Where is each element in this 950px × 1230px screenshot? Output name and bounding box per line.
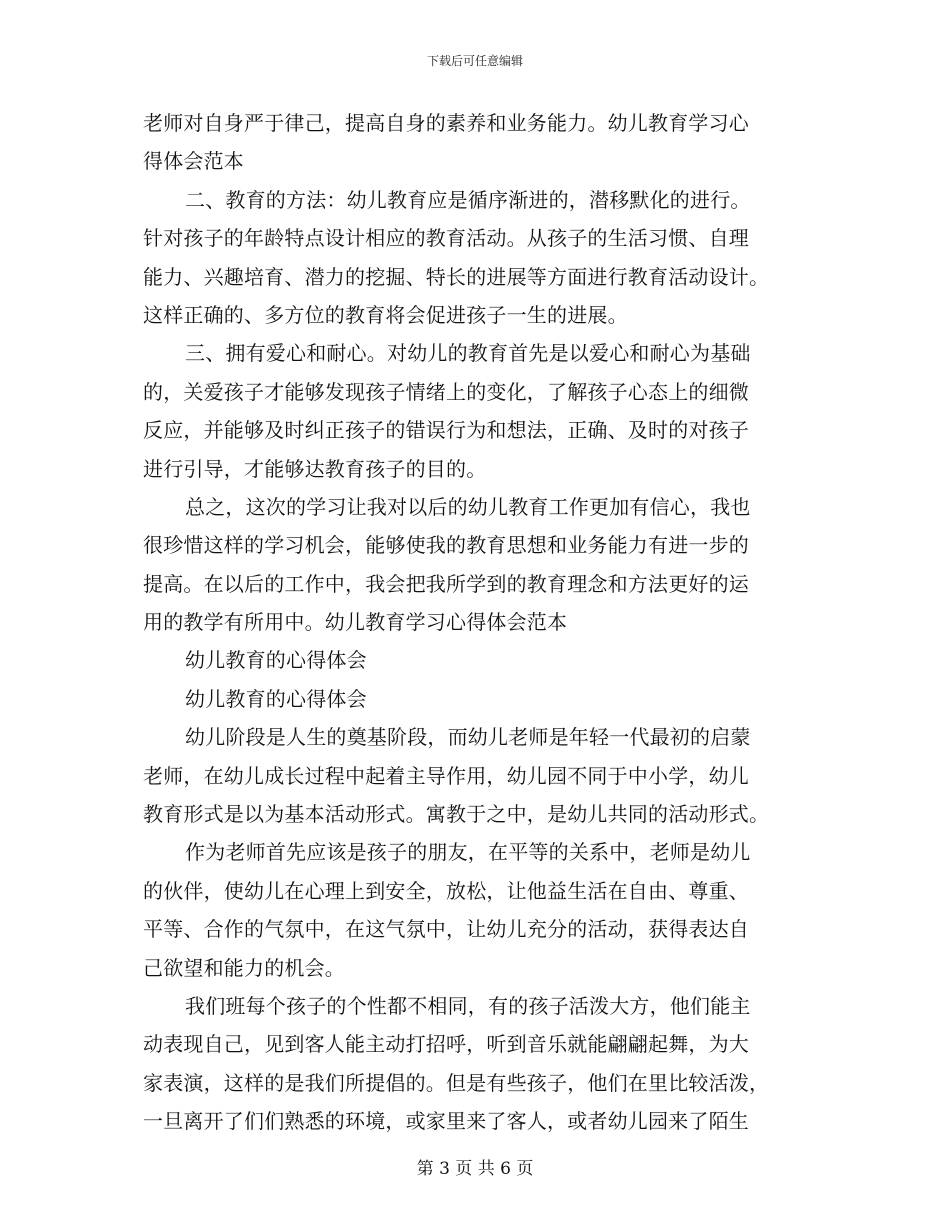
text-line: 针对孩子的年龄特点设计相应的教育活动。从孩子的生活习惯、自理 (143, 226, 749, 251)
text-line: 反应，并能够及时纠正孩子的错误行为和想法，正确、及时的对孩子 (143, 418, 749, 443)
text-line: 一旦离开了们们熟悉的环境，或家里来了客人，或者幼儿园来了陌生 (143, 1109, 749, 1134)
text-line: 教育形式是以为基本活动形式。寓教于之中，是幼儿共同的活动形式。 (143, 802, 770, 827)
text-line: 提高。在以后的工作中，我会把我所学到的教育理念和方法更好的运 (143, 571, 749, 596)
text-line: 的，关爱孩子才能够发现孩子情绪上的变化，了解孩子心态上的细微 (143, 379, 749, 404)
text-line: 我们班每个孩子的个性都不相同，有的孩子活泼大方，他们能主 (185, 993, 751, 1018)
text-line: 幼儿教育的心得体会 (185, 648, 367, 673)
text-line: 作为老师首先应该是孩子的朋友，在平等的关系中，老师是幼儿 (185, 840, 751, 865)
text-line: 幼儿阶段是人生的奠基阶段，而幼儿老师是年轻一代最初的启蒙 (185, 725, 751, 750)
text-line: 的伙伴，使幼儿在心理上到安全，放松，让他益生活在自由、尊重、 (143, 878, 749, 903)
text-line: 老师对自身严于律己，提高自身的素养和业务能力。幼儿教育学习心 (143, 111, 749, 135)
text-line: 家表演，这样的是我们所提倡的。但是有些孩子，他们在里比较活泼， (143, 1070, 770, 1095)
document-body (143, 104, 813, 1141)
text-line: 能力、兴趣培育、潜力的挖掘、特长的进展等方面进行教育活动设计。 (143, 264, 770, 289)
text-line: 这样正确的、多方位的教育将会促进孩子一生的进展。 (143, 302, 628, 327)
text-line: 己欲望和能力的机会。 (143, 955, 345, 980)
text-line: 总之，这次的学习让我对以后的幼儿教育工作更加有信心，我也 (185, 494, 751, 519)
text-line: 进行引导，才能够达教育孩子的目的。 (143, 456, 487, 481)
text-line: 很珍惜这样的学习机会，能够使我的教育思想和业务能力有进一步的 (143, 533, 749, 558)
text-line: 三、拥有爱心和耐心。对幼儿的教育首先是以爱心和耐心为基础 (185, 341, 751, 366)
text-line: 幼儿教育的心得体会 (185, 686, 367, 711)
text-line: 用的教学有所用中。幼儿教育学习心得体会范本 (143, 610, 568, 635)
text-line: 得体会范本 (143, 149, 244, 174)
page-footer: 第 3 页 共 6 页 (416, 1159, 534, 1179)
page-header: 下载后可任意编辑 (426, 54, 523, 68)
text-line: 老师，在幼儿成长过程中起着主导作用，幼儿园不同于中小学，幼儿 (143, 763, 749, 788)
text-line: 平等、合作的气氛中，在这气氛中，让幼儿充分的活动，获得表达自 (143, 917, 749, 942)
text-line: 动表现自己，见到客人能主动打招呼，听到音乐就能翩翩起舞，为大 (143, 1032, 749, 1057)
text-line: 二、教育的方法：幼儿教育应是循序渐进的，潜移默化的进行。 (185, 187, 751, 212)
